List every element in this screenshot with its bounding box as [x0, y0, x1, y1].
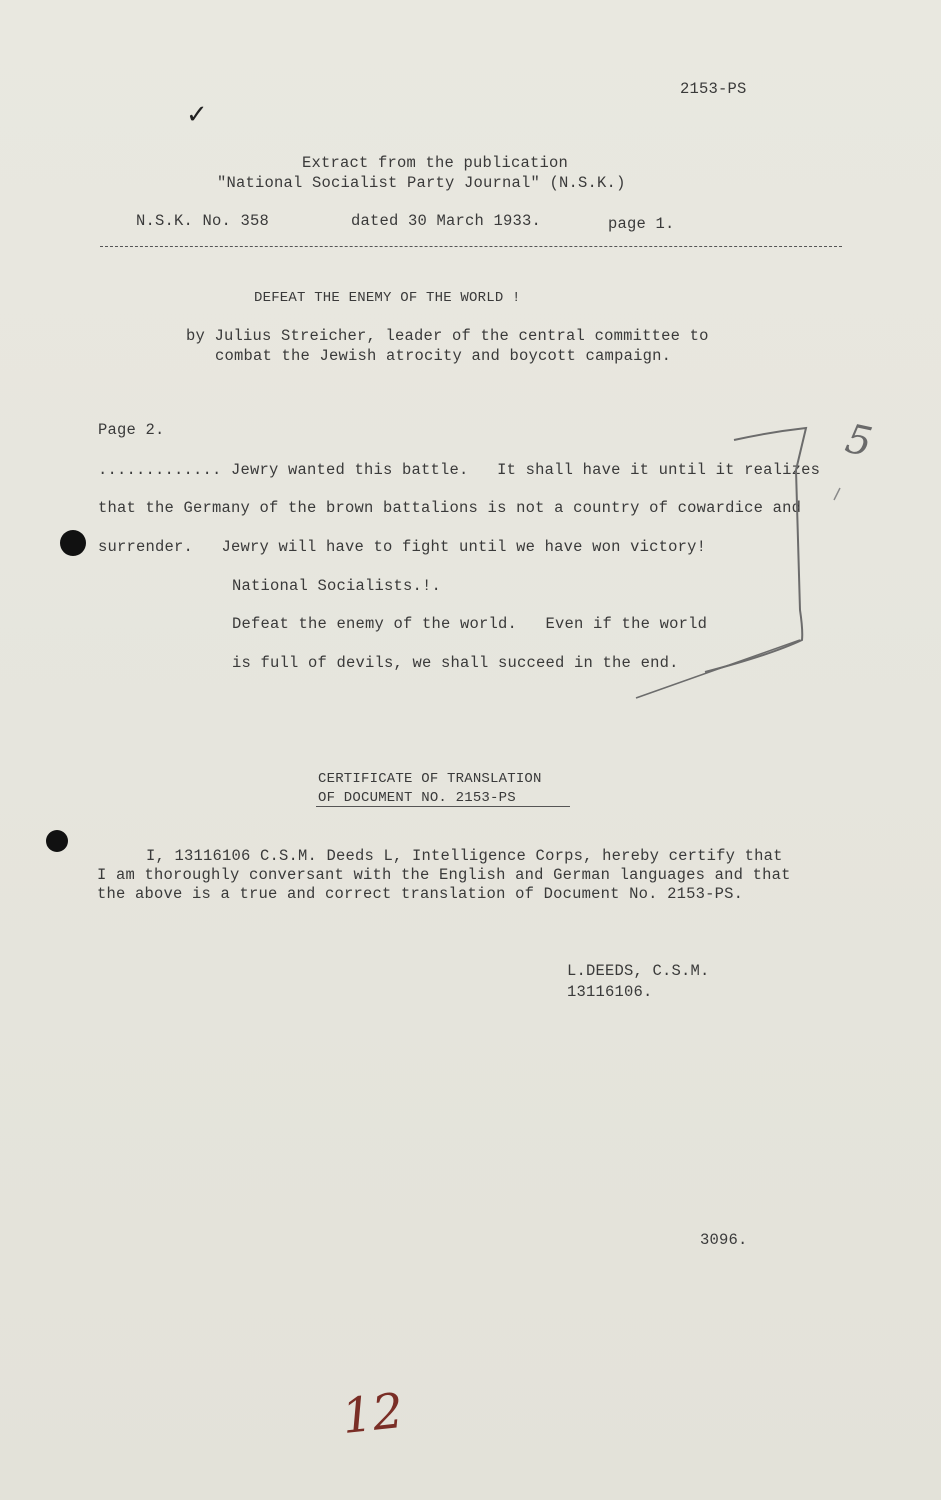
body-line-5: Defeat the enemy of the world. Even if the world — [232, 615, 708, 633]
nsk-number: N.S.K. No. 358 — [136, 212, 270, 230]
margin-mark: 5 — [841, 415, 876, 467]
handwritten-number: 12 — [339, 1382, 406, 1446]
body-line-2: that the Germany of the brown battalions is not a country of cowardice and — [98, 499, 802, 517]
page-label: Page 2. — [98, 421, 165, 439]
certificate-text-2: I am thoroughly conversant with the English and German languages and that — [97, 866, 791, 884]
signature-name: L.DEEDS, C.S.M. — [567, 962, 710, 980]
body-line-6: is full of devils, we shall succeed in the end. — [232, 654, 679, 672]
article-title: DEFEAT THE ENEMY OF THE WORLD ! — [254, 290, 521, 306]
byline-1: by Julius Streicher, leader of the central committee to — [186, 327, 709, 345]
body-line-3: surrender. Jewry will have to fight until we have won victory! — [98, 538, 707, 556]
certificate-title-2: OF DOCUMENT NO. 2153-PS — [318, 790, 516, 806]
certificate-text-3: the above is a true and correct translation of Document No. 2153-PS. — [97, 885, 744, 903]
signature-number: 13116106. — [567, 983, 653, 1001]
body-line-1: ............. Jewry wanted this battle. It shall have it until it realizes — [98, 461, 821, 479]
document-number: 2153-PS — [680, 80, 747, 98]
certificate-title-1: CERTIFICATE OF TRANSLATION — [318, 771, 542, 787]
issue-date: dated 30 March 1933. — [351, 212, 542, 230]
header-line-2: "National Socialist Party Journal" (N.S.K.) — [217, 174, 626, 192]
check-mark-icon: ✓ — [186, 100, 208, 130]
header-line-1: Extract from the publication — [302, 154, 569, 172]
certificate-text-1: I, 13116106 C.S.M. Deeds L, Intelligence Corps, hereby certify that — [146, 847, 783, 865]
page-reference: page 1. — [608, 215, 675, 233]
page-number: 3096. — [700, 1231, 748, 1249]
body-line-4: National Socialists.!. — [232, 577, 442, 595]
byline-2: combat the Jewish atrocity and boycott campaign. — [215, 347, 672, 365]
